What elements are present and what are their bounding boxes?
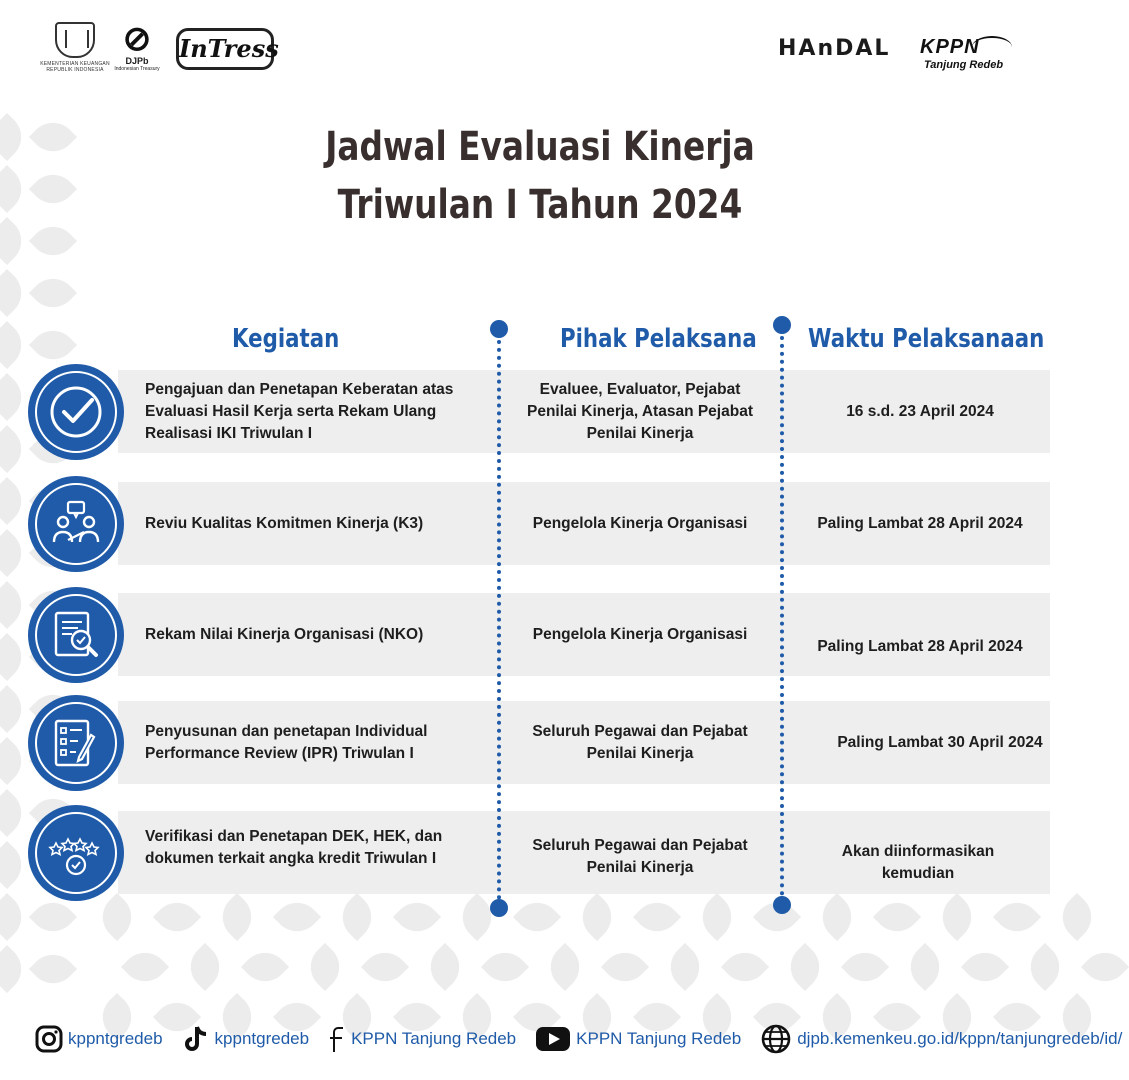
title-line-1: Jadwal Evaluasi Kinerja	[325, 124, 755, 170]
column-header-kegiatan: Kegiatan	[232, 324, 340, 354]
background-petal	[0, 217, 31, 265]
column-header-pihak: Pihak Pelaksana	[560, 324, 757, 354]
background-petal	[841, 943, 889, 991]
background-petal	[29, 113, 77, 161]
djpb-mark-icon: ⊘	[122, 20, 152, 58]
background-petal	[0, 269, 31, 317]
background-petal	[661, 943, 709, 991]
row-4-kegiatan: Penyusunan dan penetapan Individual Performance Review (IPR) Triwulan I	[145, 722, 428, 762]
kppn-office: Tanjung Redeb	[924, 59, 1004, 71]
background-petal	[121, 943, 169, 991]
row-3-waktu: Paling Lambat 28 April 2024	[817, 637, 1023, 655]
djpb-tagline: Indonesian Treasury	[114, 66, 160, 72]
document-check-icon	[48, 607, 104, 663]
footer-social-bar	[34, 1018, 1123, 1060]
background-petal	[0, 165, 31, 213]
background-petal	[0, 581, 31, 629]
checklist-pen-icon	[48, 715, 104, 771]
background-petal	[333, 893, 381, 941]
title-line-2: Triwulan I Tahun 2024	[337, 182, 743, 228]
timeline-dot-top-2	[773, 316, 791, 334]
row-5-waktu: Akan diinformasikan kemudian	[841, 842, 995, 882]
background-petal	[93, 893, 141, 941]
background-petal	[961, 943, 1009, 991]
background-petal	[301, 943, 349, 991]
background-petal	[241, 943, 289, 991]
background-petal	[29, 217, 77, 265]
row-icon-badge	[28, 364, 124, 460]
background-petal	[29, 269, 77, 317]
background-petal	[0, 373, 31, 421]
background-petal	[181, 943, 229, 991]
kppn-wordmark: KPPN	[920, 36, 1040, 59]
background-petal	[29, 945, 77, 993]
footer-website-url: djpb.kemenkeu.go.id/kppn/tanjungredeb/id/	[797, 1029, 1123, 1048]
check-circle-icon	[48, 384, 104, 440]
row-3-pihak: Pengelola Kinerja Organisasi	[532, 625, 748, 643]
row-2-pihak: Pengelola Kinerja Organisasi	[532, 514, 748, 532]
globe-icon	[759, 1024, 793, 1054]
footer-facebook-name: KPPN Tanjung Redeb	[351, 1029, 517, 1048]
background-petal	[541, 943, 589, 991]
background-petal	[0, 321, 31, 369]
background-petal	[421, 943, 469, 991]
footer-instagram[interactable]	[34, 1018, 163, 1060]
background-petal	[781, 943, 829, 991]
background-petal	[0, 893, 31, 941]
handal-logo	[778, 36, 898, 86]
youtube-icon	[534, 1024, 572, 1054]
background-petal	[481, 943, 529, 991]
background-petal	[393, 893, 441, 941]
background-petal	[901, 943, 949, 991]
background-petal	[0, 529, 31, 577]
background-petal	[273, 893, 321, 941]
timeline-dot-bottom-1	[490, 899, 508, 917]
row-1-waktu: 16 s.d. 23 April 2024	[846, 402, 994, 420]
footer-facebook[interactable]	[327, 1018, 516, 1060]
background-petal	[0, 685, 31, 733]
kemenkeu-logo	[40, 22, 110, 82]
row-5-pihak: Seluruh Pegawai dan Pejabat Penilai Kinerja	[532, 836, 748, 876]
background-petal	[721, 943, 769, 991]
footer-tiktok[interactable]	[181, 1018, 310, 1060]
background-petal	[0, 789, 31, 837]
handal-wordmark: HAnDAL	[778, 36, 891, 61]
djpb-logo	[112, 22, 162, 82]
background-petal	[0, 945, 31, 993]
background-petal	[0, 841, 31, 889]
timeline-line-1	[497, 340, 501, 900]
row-1-pihak: Evaluee, Evaluator, Pejabat Penilai Kinerja, Atasan Pejabat Penilai Kinerja	[527, 380, 753, 442]
background-petal	[0, 633, 31, 681]
row-icon-badge	[28, 587, 124, 683]
header-logos	[0, 20, 1080, 90]
footer-youtube[interactable]	[534, 1018, 741, 1060]
footer-instagram-handle: kppntgredeb	[68, 1029, 163, 1048]
background-petal	[29, 321, 77, 369]
instagram-icon	[34, 1024, 64, 1054]
row-2-kegiatan: Reviu Kualitas Komitmen Kinerja (K3)	[145, 514, 424, 532]
background-petal	[29, 165, 77, 213]
background-petal	[0, 477, 31, 525]
background-petal	[0, 737, 31, 785]
discussion-icon	[48, 496, 104, 552]
row-1-kegiatan: Pengajuan dan Penetapan Keberatan atas Evaluasi Hasil Kerja serta Rekam Ulang Realisasi IKI Triwulan I	[145, 380, 454, 442]
row-icon-badge	[28, 805, 124, 901]
page-title	[97, 118, 983, 234]
footer-youtube-name: KPPN Tanjung Redeb	[576, 1029, 742, 1048]
background-petal	[601, 943, 649, 991]
footer-website[interactable]	[759, 1018, 1122, 1060]
background-petal	[1081, 943, 1129, 991]
background-petal	[153, 893, 201, 941]
row-3-kegiatan: Rekam Nilai Kinerja Organisasi (NKO)	[145, 625, 424, 643]
timeline-dot-bottom-2	[773, 896, 791, 914]
kemenkeu-crest-icon	[55, 22, 95, 58]
background-petal	[361, 943, 409, 991]
background-petal	[1053, 893, 1101, 941]
background-petal	[0, 425, 31, 473]
kppn-logo	[920, 36, 1040, 86]
facebook-icon	[327, 1024, 347, 1054]
background-petal	[213, 893, 261, 941]
row-2-waktu: Paling Lambat 28 April 2024	[817, 514, 1023, 532]
background-petal	[0, 113, 31, 161]
row-icon-badge	[28, 695, 124, 791]
timeline-line-2	[780, 336, 784, 896]
intress-logo: InTress	[176, 28, 274, 70]
column-header-waktu: Waktu Pelaksanaan	[808, 324, 1045, 354]
tiktok-icon	[181, 1024, 211, 1054]
kemenkeu-caption: KEMENTERIAN KEUANGAN REPUBLIK INDONESIA	[40, 61, 110, 73]
rating-stars-icon	[46, 825, 106, 881]
row-4-waktu: Paling Lambat 30 April 2024	[837, 733, 1043, 751]
timeline-dot-top-1	[490, 320, 508, 338]
djpb-name: DJPb	[125, 56, 149, 66]
row-icon-badge	[28, 476, 124, 572]
row-5-kegiatan: Verifikasi dan Penetapan DEK, HEK, dan dokumen terkait angka kredit Triwulan I	[145, 827, 443, 867]
row-4-pihak: Seluruh Pegawai dan Pejabat Penilai Kinerja	[532, 722, 748, 762]
footer-tiktok-handle: kppntgredeb	[214, 1029, 310, 1048]
background-petal	[1021, 943, 1069, 991]
